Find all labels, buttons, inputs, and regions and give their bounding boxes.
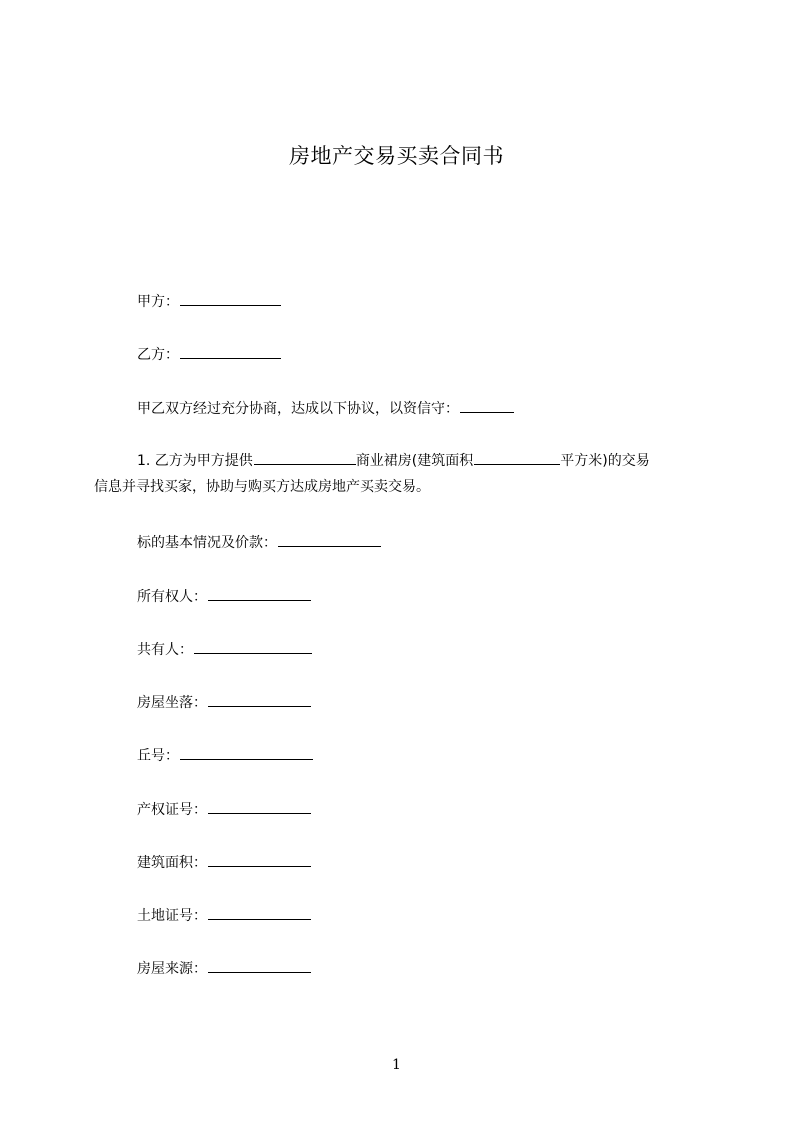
document-title: 房地产交易买卖合同书	[289, 144, 504, 168]
field-line	[137, 532, 381, 553]
party-b-line	[137, 344, 281, 365]
clause-1-blank-area	[474, 450, 560, 465]
field-blank	[208, 852, 311, 867]
field-line	[137, 586, 311, 607]
field-line	[137, 852, 311, 873]
field-line	[137, 745, 313, 766]
field-label: 标的基本情况及价款：	[137, 535, 277, 551]
field-line	[137, 692, 311, 713]
field-blank	[208, 958, 311, 973]
party-a-line	[137, 291, 281, 312]
field-label: 所有权人：	[137, 589, 207, 605]
party-b-label: 乙方：	[137, 347, 179, 363]
field-line	[137, 639, 312, 660]
clause-1-text-c: 平方米)的交易	[560, 453, 650, 469]
field-blank	[194, 639, 312, 654]
field-line	[137, 905, 311, 926]
field-blank	[208, 799, 311, 814]
field-label: 建筑面积：	[137, 855, 207, 871]
field-line	[137, 958, 311, 979]
party-a-label: 甲方：	[137, 294, 179, 310]
field-blank	[208, 586, 311, 601]
field-blank	[180, 745, 313, 760]
party-b-blank	[180, 344, 281, 359]
clause-1-text-b: 商业裙房(建筑面积	[355, 453, 474, 469]
agreement-intro-line	[137, 398, 514, 419]
field-label: 房屋来源：	[137, 961, 207, 977]
agreement-intro-blank	[460, 398, 514, 413]
field-label: 房屋坐落：	[137, 695, 207, 711]
field-label: 共有人：	[137, 642, 193, 658]
clause-1-text-a: 1. 乙方为甲方提供	[137, 453, 253, 469]
field-line	[137, 799, 311, 820]
field-blank	[208, 905, 311, 920]
clause-1-paragraph	[94, 448, 704, 500]
field-label: 产权证号：	[137, 802, 207, 818]
field-blank	[278, 532, 381, 547]
clause-1-blank-property	[254, 450, 356, 465]
clause-1-second-line: 信息并寻找买家，协助与购买方达成房地产买卖交易。	[94, 479, 430, 495]
clause-1-first-line	[94, 448, 704, 474]
page-number: 1	[392, 1057, 401, 1073]
field-label: 丘号：	[137, 748, 179, 764]
field-label: 土地证号：	[137, 908, 207, 924]
agreement-intro-text: 甲乙双方经过充分协商，达成以下协议，以资信守：	[137, 401, 459, 417]
party-a-blank	[180, 291, 281, 306]
field-blank	[208, 692, 311, 707]
